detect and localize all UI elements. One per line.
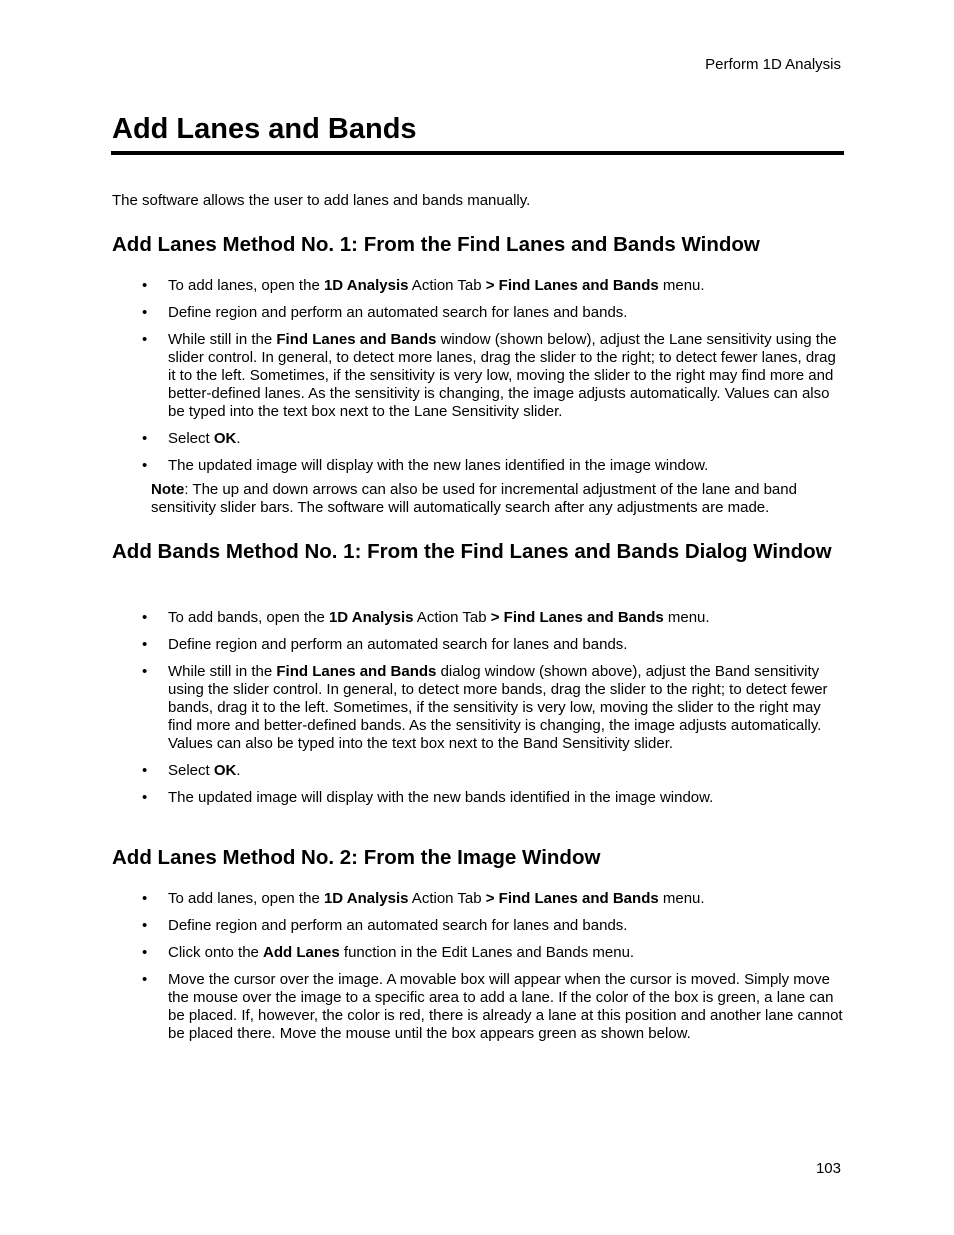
bullet-text: Action Tab <box>413 609 491 626</box>
bullet-text: Define region and perform an automated search for lanes and bands. <box>168 917 628 934</box>
bullet-item <box>112 457 847 475</box>
bullet-text-bold: > Find Lanes and Bands <box>485 277 659 294</box>
bullet-list-lanes-method-1 <box>112 277 847 484</box>
bullet-text: dialog window (shown above), adjust the Band sensitivity using the slider control. In general, to detect more bands, drag the slider to the right; to detect fewer bands, drag it to the left. Sometimes, if the sensitivity is very low, moving the slider to the right may find more and better-defined bands. As the sensitivity is changing, the image adjusts automatically. Values can also be typed into the text box next to the Band Sensitivity slider. <box>168 663 828 752</box>
bullet-text-bold: 1D Analysis <box>323 890 409 907</box>
intro-paragraph: The software allows the user to add lanes and bands manually. <box>112 192 531 209</box>
bullet-text-bold: Find Lanes and Bands <box>276 663 437 680</box>
bullet-icon: • <box>142 277 148 294</box>
bullet-item <box>112 663 847 753</box>
bullet-item <box>112 890 847 908</box>
bullet-icon: • <box>142 789 148 806</box>
bullet-text: The updated image will display with the new bands identified in the image window. <box>168 789 714 806</box>
bullet-icon: • <box>142 944 148 961</box>
bullet-text: . <box>236 762 241 779</box>
bullet-text: window (shown below), adjust the Lane sensitivity using the slider control. In general, to detect more lanes, drag the slider to the right; to detect fewer lanes, drag it to the left. Sometimes, if the sensitivity is very low, moving the slider to the right may find more and better-defined lanes. As the sensitivity is changing, the image adjusts automatically. Values can also be typed into the text box next to the Lane Sensitivity slider. <box>168 331 837 420</box>
bullet-icon: • <box>142 971 148 988</box>
bullet-text: The updated image will display with the new lanes identified in the image window. <box>168 457 709 474</box>
bullet-icon: • <box>142 663 148 680</box>
bullet-text: menu. <box>658 890 705 907</box>
bullet-icon: • <box>142 304 148 321</box>
bullet-icon: • <box>142 636 148 653</box>
bullet-text: Define region and perform an automated search for lanes and bands. <box>168 304 628 321</box>
bullet-text-bold: Add Lanes <box>263 944 340 961</box>
bullet-item <box>112 917 847 935</box>
bullet-item <box>112 762 847 780</box>
bullet-item <box>112 277 847 295</box>
bullet-item <box>112 789 847 807</box>
bullet-text: Action Tab <box>408 890 486 907</box>
section-heading-bands-method-1: Add Bands Method No. 1: From the Find Lanes and Bands Dialog Window <box>112 540 832 563</box>
bullet-icon: • <box>142 917 148 934</box>
bullet-item <box>112 304 847 322</box>
bullet-text: menu. <box>663 609 710 626</box>
page-title: Add Lanes and Bands <box>112 113 417 145</box>
bullet-item <box>112 609 847 627</box>
bullet-text: To add bands, open the <box>168 609 329 626</box>
bullet-icon: • <box>142 609 148 626</box>
page-number: 103 <box>815 1160 841 1177</box>
bullet-text-bold: > Find Lanes and Bands <box>490 609 664 626</box>
bullet-item <box>112 331 847 421</box>
bullet-text: menu. <box>658 277 705 294</box>
title-rule <box>111 151 844 155</box>
bullet-item <box>112 971 847 1043</box>
note-text: : The up and down arrows can also be used for incremental adjustment of the lane and band sensitivity slider bars. The software will automatically search after any adjustments are made. <box>151 481 797 516</box>
bullet-text: To add lanes, open the <box>168 277 324 294</box>
bullet-text: Select <box>168 762 214 779</box>
bullet-text-bold: Find Lanes and Bands <box>276 331 437 348</box>
bullet-item <box>112 944 847 962</box>
section-heading-lanes-method-1: Add Lanes Method No. 1: From the Find Lanes and Bands Window <box>112 233 760 256</box>
section-heading-lanes-method-2: Add Lanes Method No. 2: From the Image Window <box>112 846 601 869</box>
bullet-text: . <box>236 430 241 447</box>
bullet-icon: • <box>142 457 148 474</box>
bullet-text-bold: 1D Analysis <box>323 277 409 294</box>
bullet-icon: • <box>142 430 148 447</box>
bullet-list-lanes-method-2 <box>112 890 847 1052</box>
bullet-text: Action Tab <box>408 277 486 294</box>
bullet-text: Select <box>168 430 214 447</box>
bullet-text-bold: 1D Analysis <box>328 609 414 626</box>
bullet-text-bold: > Find Lanes and Bands <box>485 890 659 907</box>
bullet-text: While still in the <box>168 663 277 680</box>
bullet-list-bands-method-1 <box>112 609 847 816</box>
bullet-text: function in the Edit Lanes and Bands menu. <box>339 944 635 961</box>
bullet-text: Click onto the <box>168 944 264 961</box>
note-paragraph <box>151 481 841 517</box>
bullet-text: Move the cursor over the image. A movable box will appear when the cursor is moved. Simply move the mouse over the image to a specific area to add a lane. If the color of the box is green, a lane can be placed. If, however, the color is red, there is already a lane at this position and another lane cannot be placed there. Move the mouse until the box appears green as shown below. <box>168 971 843 1042</box>
bullet-icon: • <box>142 331 148 348</box>
bullet-text: Define region and perform an automated search for lanes and bands. <box>168 636 628 653</box>
bullet-text-bold: OK <box>213 430 237 447</box>
note-label: Note <box>151 481 185 498</box>
running-header: Perform 1D Analysis <box>705 56 841 73</box>
bullet-item <box>112 636 847 654</box>
bullet-text-bold: OK <box>213 762 237 779</box>
bullet-text: To add lanes, open the <box>168 890 324 907</box>
bullet-item <box>112 430 847 448</box>
bullet-icon: • <box>142 890 148 907</box>
bullet-icon: • <box>142 762 148 779</box>
bullet-text: While still in the <box>168 331 277 348</box>
